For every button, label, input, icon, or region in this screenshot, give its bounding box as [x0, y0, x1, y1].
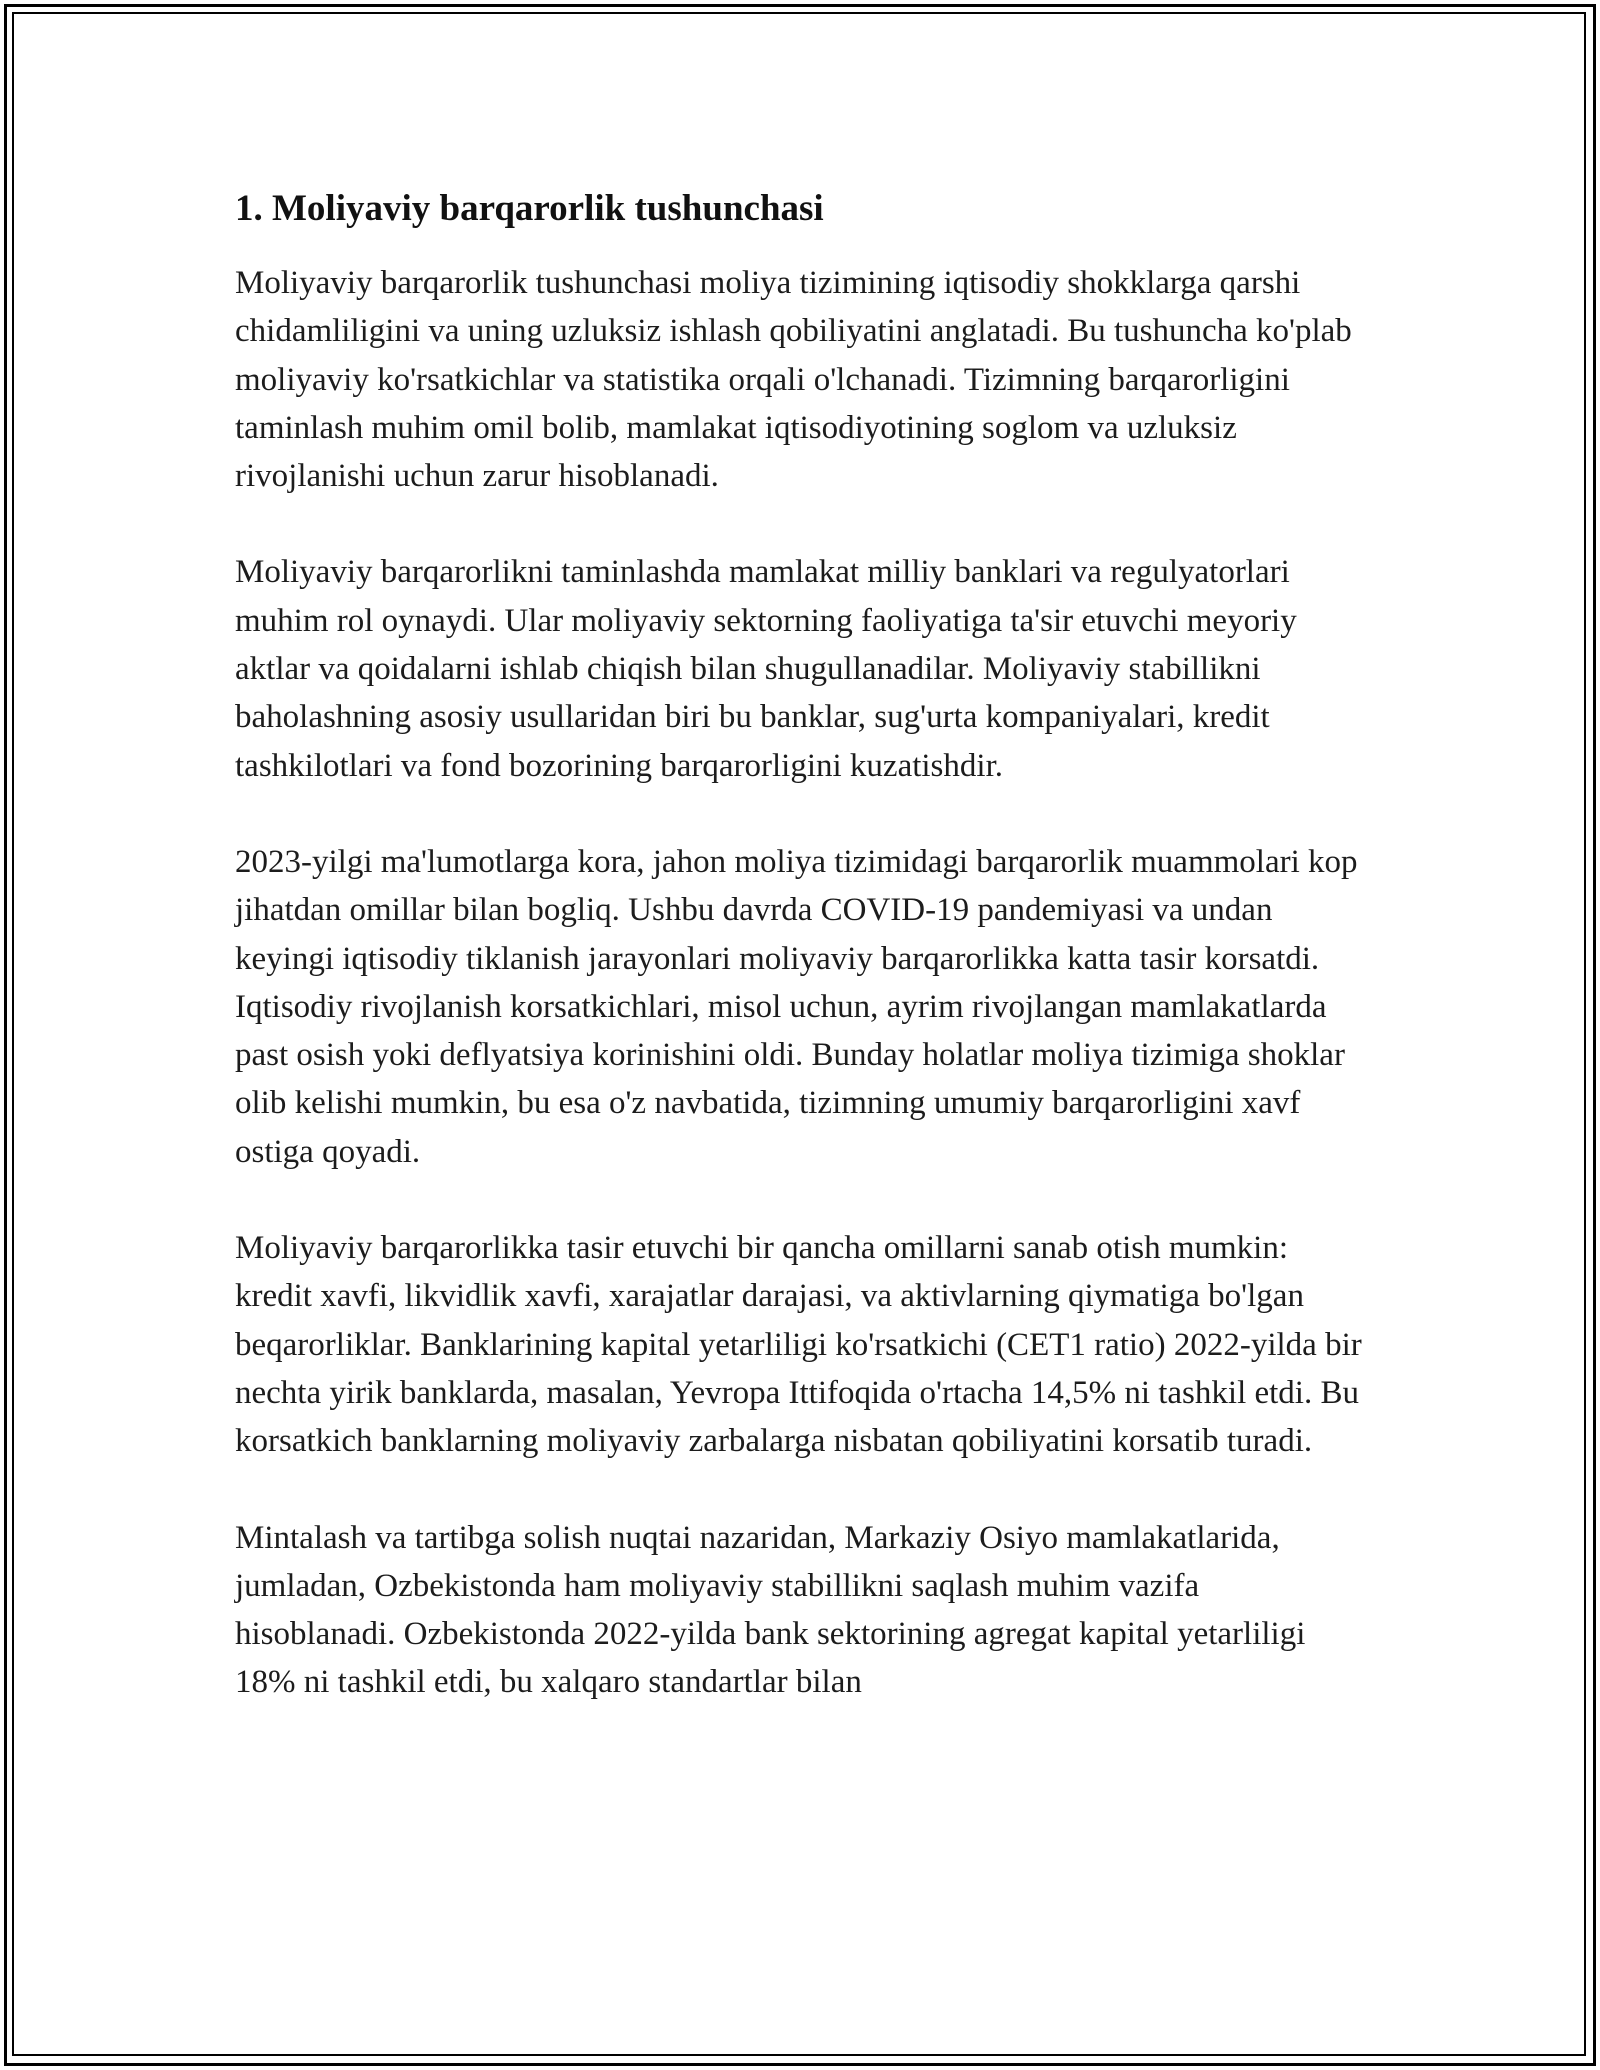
- section-heading: 1. Moliyaviy barqarorlik tushunchasi: [235, 188, 824, 229]
- paragraph-4: Moliyaviy barqarorlikka tasir etuvchi bir qancha omillarni sanab otish mumkin: kredit xavfi, likvidlik xavfi, xarajatlar darajasi, va aktivlarning qiymatiga bo'lgan beqarorliklar. Banklarining kapital yetarliligi ko'rsatkichi (CET1 ratio) 2022-yilda bir nechta yirik banklarda, masalan, Yevropa Ittifoqida o'rtacha 14,5% ni tashkil etdi. Bu korsatkich banklarning moliyaviy zarbalarga nisbatan qobiliyatini korsatib turadi.: [235, 1230, 1362, 1460]
- paragraph-1: Moliyaviy barqarorlik tushunchasi moliya tizimining iqtisodiy shokklarga qarshi chidamliligini va uning uzluksiz ishlash qobiliyatini anglatadi. Bu tushuncha ko'plab moliyaviy ko'rsatkichlar va statistika orqali o'lchanadi. Tizimning barqarorligini taminlash muhim omil bolib, mamlakat iqtisodiyotining soglom va uzluksiz rivojlanishi uchun zarur hisoblanadi.: [235, 265, 1352, 495]
- document-body: [235, 185, 1365, 1707]
- paragraph-3: 2023-yilgi ma'lumotlarga kora, jahon moliya tizimidagi barqarorlik muammolari kop jihatdan omillar bilan bogliq. Ushbu davrda COVID-19 pandemiyasi va undan keyingi iqtisodiy tiklanish jarayonlari moliyaviy barqarorlikka katta tasir korsatdi. Iqtisodiy rivojlanish korsatkichlari, misol uchun, ayrim rivojlangan mamlakatlarda past osish yoki deflyatsiya korinishini oldi. Bunday holatlar moliya tizimiga shoklar olib kelishi mumkin, bu esa o'z navbatida, tizimning umumiy barqarorligini xavf ostiga qoyadi.: [235, 843, 1358, 1170]
- paragraph-5: Mintalash va tartibga solish nuqtai nazaridan, Markaziy Osiyo mamlakatlarida, jumladan, Ozbekistonda ham moliyaviy stabillikni saqlash muhim vazifa hisoblanadi. Ozbekistonda 2022-yilda bank sektorining agregat kapital yetarliligi 18% ni tashkil etdi, bu xalqaro standartlar bilan: [235, 1519, 1306, 1701]
- paragraph-2: Moliyaviy barqarorlikni taminlashda mamlakat milliy banklari va regulyatorlari muhim rol oynaydi. Ular moliyaviy sektorning faoliyatiga ta'sir etuvchi meyoriy aktlar va qoidalarni ishlab chiqish bilan shugullanadilar. Moliyaviy stabillikni baholashning asosiy usullaridan biri bu banklar, sug'urta kompaniyalari, kredit tashkilotlari va fond bozorining barqarorligini kuzatishdir.: [235, 554, 1297, 784]
